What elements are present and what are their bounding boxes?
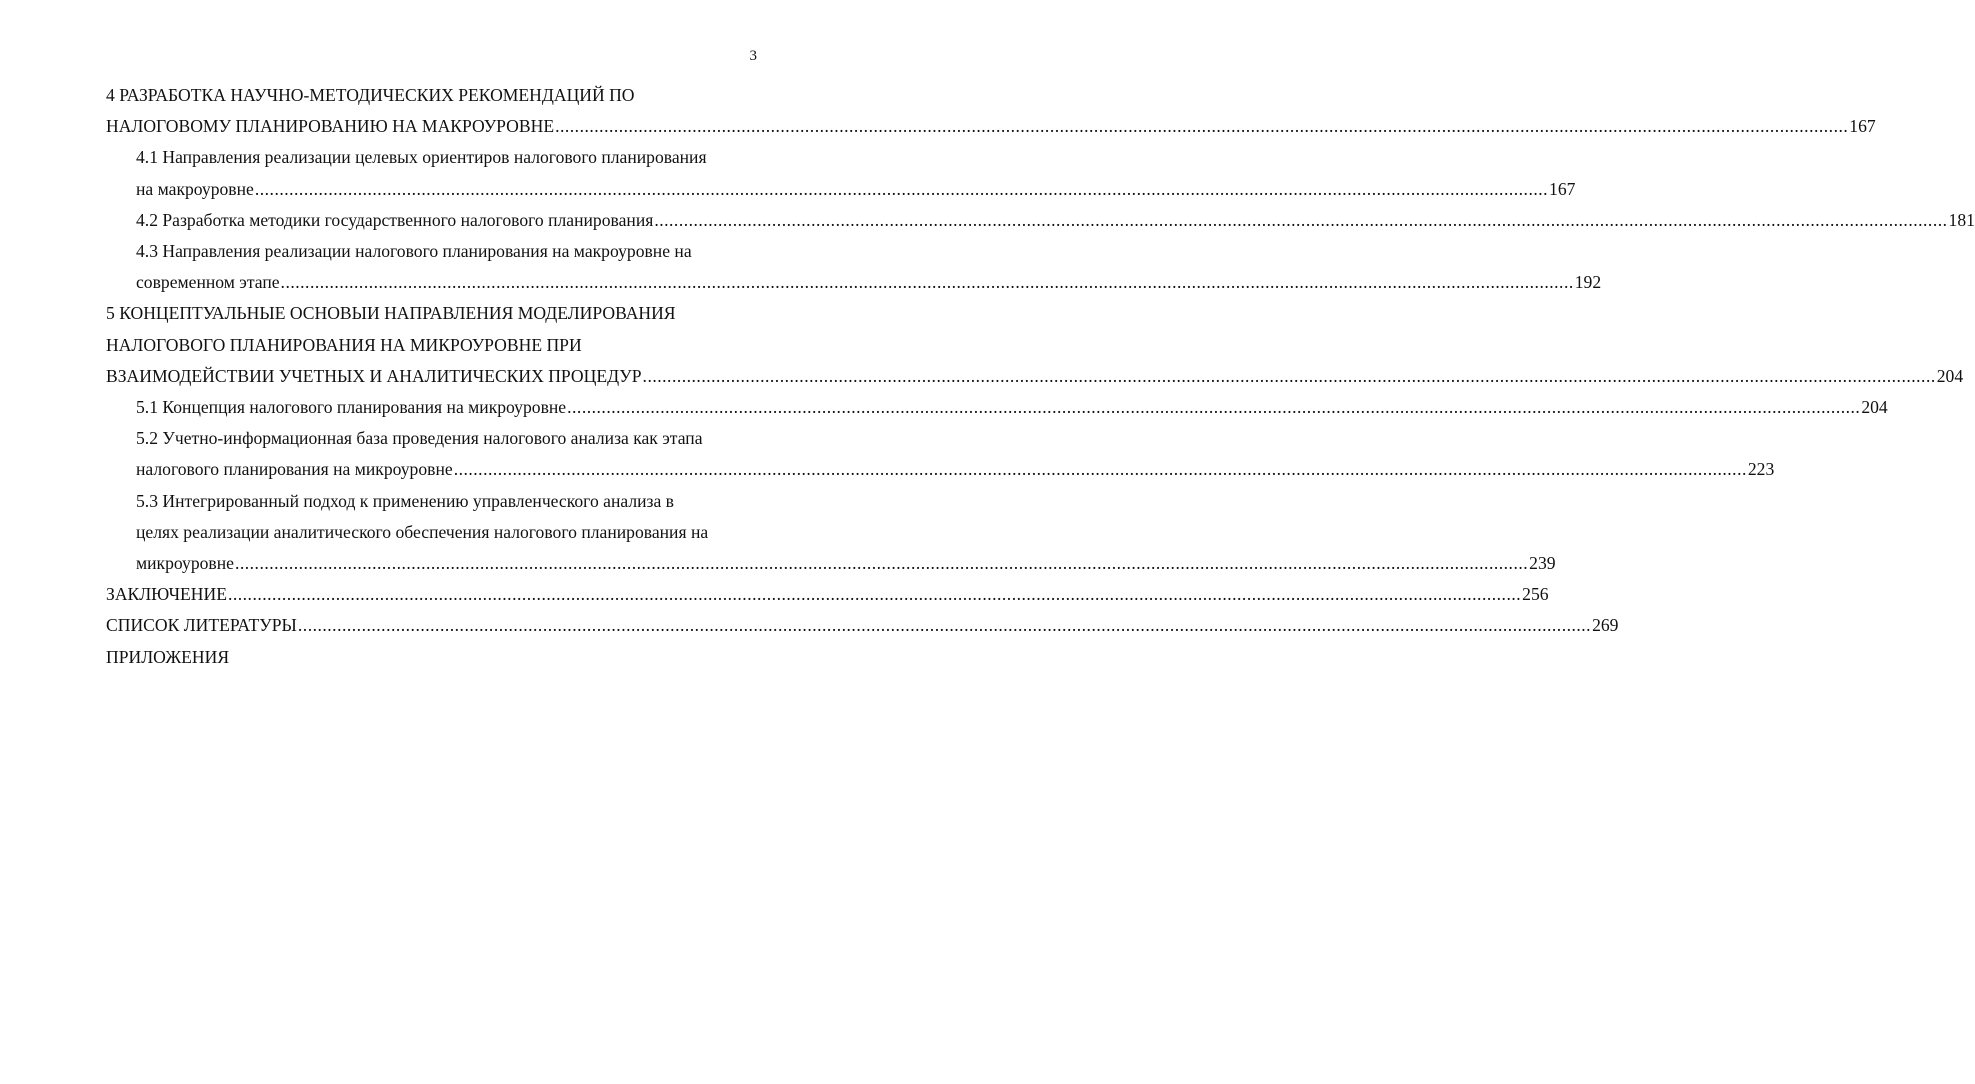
- toc-entry-line: [106, 236, 758, 267]
- toc-entry-text: 4.3 Направления реализации налогового планирования на макроуровне на: [136, 241, 692, 262]
- toc-entry-last-line: [106, 454, 1775, 485]
- toc-page-number: 181: [1948, 209, 1975, 230]
- toc-entry-text: целях реализации аналитического обеспечения налогового планирования на: [136, 521, 709, 542]
- toc-entry-last-line: [106, 174, 1576, 205]
- toc-entry-text: 4.2 Разработка методики государственного налогового планирования: [136, 209, 654, 230]
- toc-dot-leader: [567, 392, 1860, 423]
- toc-entry-conclusion[interactable]: [106, 579, 1549, 610]
- toc-dot-leader: [454, 454, 1747, 485]
- toc-dot-leader: [643, 361, 1936, 392]
- toc-page-number: 269: [1592, 615, 1619, 636]
- toc-entry-line: [106, 142, 758, 173]
- toc-entry-text: 5.2 Учетно-информационная база проведения налогового анализа как этапа: [136, 428, 703, 449]
- toc-entry-text: ПРИЛОЖЕНИЯ: [106, 646, 230, 667]
- toc-entry-last-line: [106, 642, 758, 673]
- toc-entry-text: 5 КОНЦЕПТУАЛЬНЫЕ ОСНОВЫИ НАПРАВЛЕНИЯ МОДЕЛИРОВАНИЯ: [106, 303, 676, 324]
- toc-entry-text: СПИСОК ЛИТЕРАТУРЫ: [106, 615, 297, 636]
- toc-entry-text: на макроуровне: [136, 178, 254, 199]
- toc-dot-leader: [255, 174, 1548, 205]
- toc-page-number: 256: [1522, 584, 1549, 605]
- toc-entry-last-line: [106, 548, 1556, 579]
- toc-entry-last-line: [106, 392, 1888, 423]
- toc-entry-text: микроуровне: [136, 553, 234, 574]
- toc-entry-last-line: [106, 610, 1619, 641]
- toc-entry-sec4-2[interactable]: [106, 205, 1975, 236]
- toc-entry-text: 4 РАЗРАБОТКА НАУЧНО-МЕТОДИЧЕСКИХ РЕКОМЕНДАЦИЙ ПО: [106, 85, 635, 105]
- toc-entry-sec4[interactable]: [106, 80, 1876, 142]
- toc-entry-sec5-2[interactable]: [106, 423, 1775, 485]
- toc-entry-line: [106, 486, 758, 517]
- toc-entry-last-line: [106, 205, 1975, 236]
- toc-entry-text: налогового планирования на микроуровне: [136, 459, 453, 480]
- toc-entry-appendices[interactable]: [106, 642, 758, 673]
- toc-entry-references[interactable]: [106, 610, 1619, 641]
- toc-page-number: 167: [1849, 116, 1876, 137]
- toc-entry-sec5-1[interactable]: [106, 392, 1888, 423]
- toc-entry-text: 4.1 Направления реализации целевых ориентиров налогового планирования: [136, 147, 707, 168]
- toc-entry-text: ЗАКЛЮЧЕНИЕ: [106, 584, 227, 605]
- toc-dot-leader: [228, 579, 1521, 610]
- table-of-contents: [106, 80, 1975, 673]
- toc-entry-line: [106, 423, 758, 454]
- toc-entry-text: современном этапе: [136, 272, 280, 293]
- toc-entry-last-line: [106, 579, 1549, 610]
- toc-dot-leader: [555, 111, 1848, 142]
- toc-dot-leader: [298, 610, 1591, 641]
- page-number: 3: [749, 48, 757, 64]
- toc-dot-leader: [281, 267, 1574, 298]
- toc-page-number: 239: [1529, 553, 1556, 574]
- toc-entry-line: [106, 80, 758, 111]
- toc-page-number: 204: [1861, 397, 1888, 418]
- toc-entry-text: НАЛОГОВОМУ ПЛАНИРОВАНИЮ НА МАКРОУРОВНЕ: [106, 116, 555, 137]
- toc-entry-last-line: [106, 267, 1602, 298]
- toc-page-number: 167: [1549, 178, 1576, 199]
- toc-dot-leader: [235, 548, 1528, 579]
- toc-entry-line: [106, 330, 758, 361]
- toc-entry-text: ВЗАИМОДЕЙСТВИИ УЧЕТНЫХ И АНАЛИТИЧЕСКИХ ПРОЦЕДУР: [106, 365, 642, 386]
- toc-page-number: 204: [1936, 365, 1964, 386]
- toc-entry-line: [106, 298, 758, 329]
- toc-entry-sec5[interactable]: [106, 298, 1964, 392]
- toc-entry-last-line: [106, 361, 1964, 392]
- toc-entry-text: 5.3 Интегрированный подход к применению управленческого анализа в: [136, 490, 674, 511]
- toc-entry-sec5-3[interactable]: [106, 486, 1556, 580]
- toc-entry-sec4-1[interactable]: [106, 142, 1576, 204]
- toc-entry-line: [106, 517, 758, 548]
- toc-entry-text: 5.1 Концепция налогового планирования на микроуровне: [136, 397, 567, 418]
- toc-entry-sec4-3[interactable]: [106, 236, 1602, 298]
- toc-dot-leader: [654, 205, 1947, 236]
- toc-page-number: 192: [1574, 272, 1602, 293]
- toc-page-number: 223: [1747, 459, 1775, 480]
- toc-entry-text: НАЛОГОВОГО ПЛАНИРОВАНИЯ НА МИКРОУРОВНЕ ПРИ: [106, 334, 582, 355]
- toc-entry-last-line: [106, 111, 1876, 142]
